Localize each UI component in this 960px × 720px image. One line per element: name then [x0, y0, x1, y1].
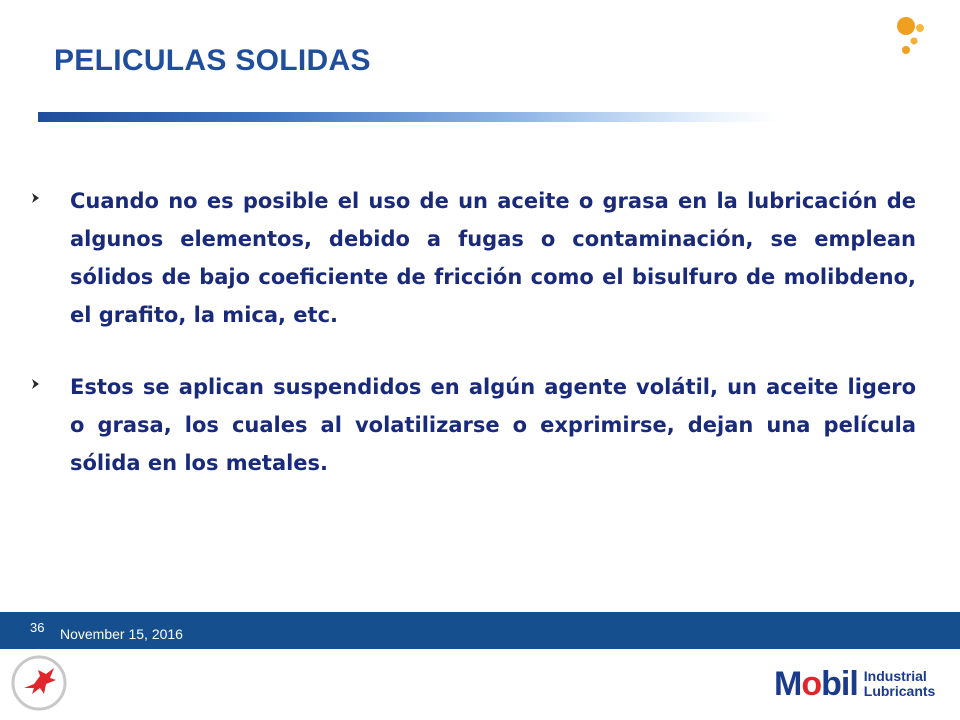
arrow-bullet-icon [30, 192, 42, 204]
slide-number: 36 [30, 620, 45, 635]
footer-band [0, 612, 960, 649]
footer-date: November 15, 2016 [60, 626, 183, 642]
bullet-list [30, 182, 916, 516]
pegasus-logo-icon [10, 654, 68, 712]
bullet-item [30, 182, 916, 334]
brand-subtitle: Industrial Lubricants [863, 668, 936, 699]
brand-wordmark: Mobil [774, 665, 858, 703]
arrow-bullet-icon [30, 378, 42, 390]
bullet-item [30, 368, 916, 482]
slide-title: PELICULAS SOLIDAS [54, 44, 371, 77]
orange-dots-logo-icon [894, 14, 934, 58]
bullet-text: Cuando no es posible el uso de un aceite o grasa en la lubricación de algunos elementos, debido a fugas o contaminación, se emplean sólidos de bajo coeficiente de fricción como el bisulfuro de molibdeno, el grafito, la mica, etc. [70, 189, 916, 327]
title-underline [38, 112, 778, 122]
mobil-brand-logo [774, 664, 935, 704]
bullet-text: Estos se aplican suspendidos en algún agente volátil, un aceite ligero o grasa, los cuales al volatilizarse o exprimirse, dejan una película sólida en los metales. [70, 375, 916, 475]
